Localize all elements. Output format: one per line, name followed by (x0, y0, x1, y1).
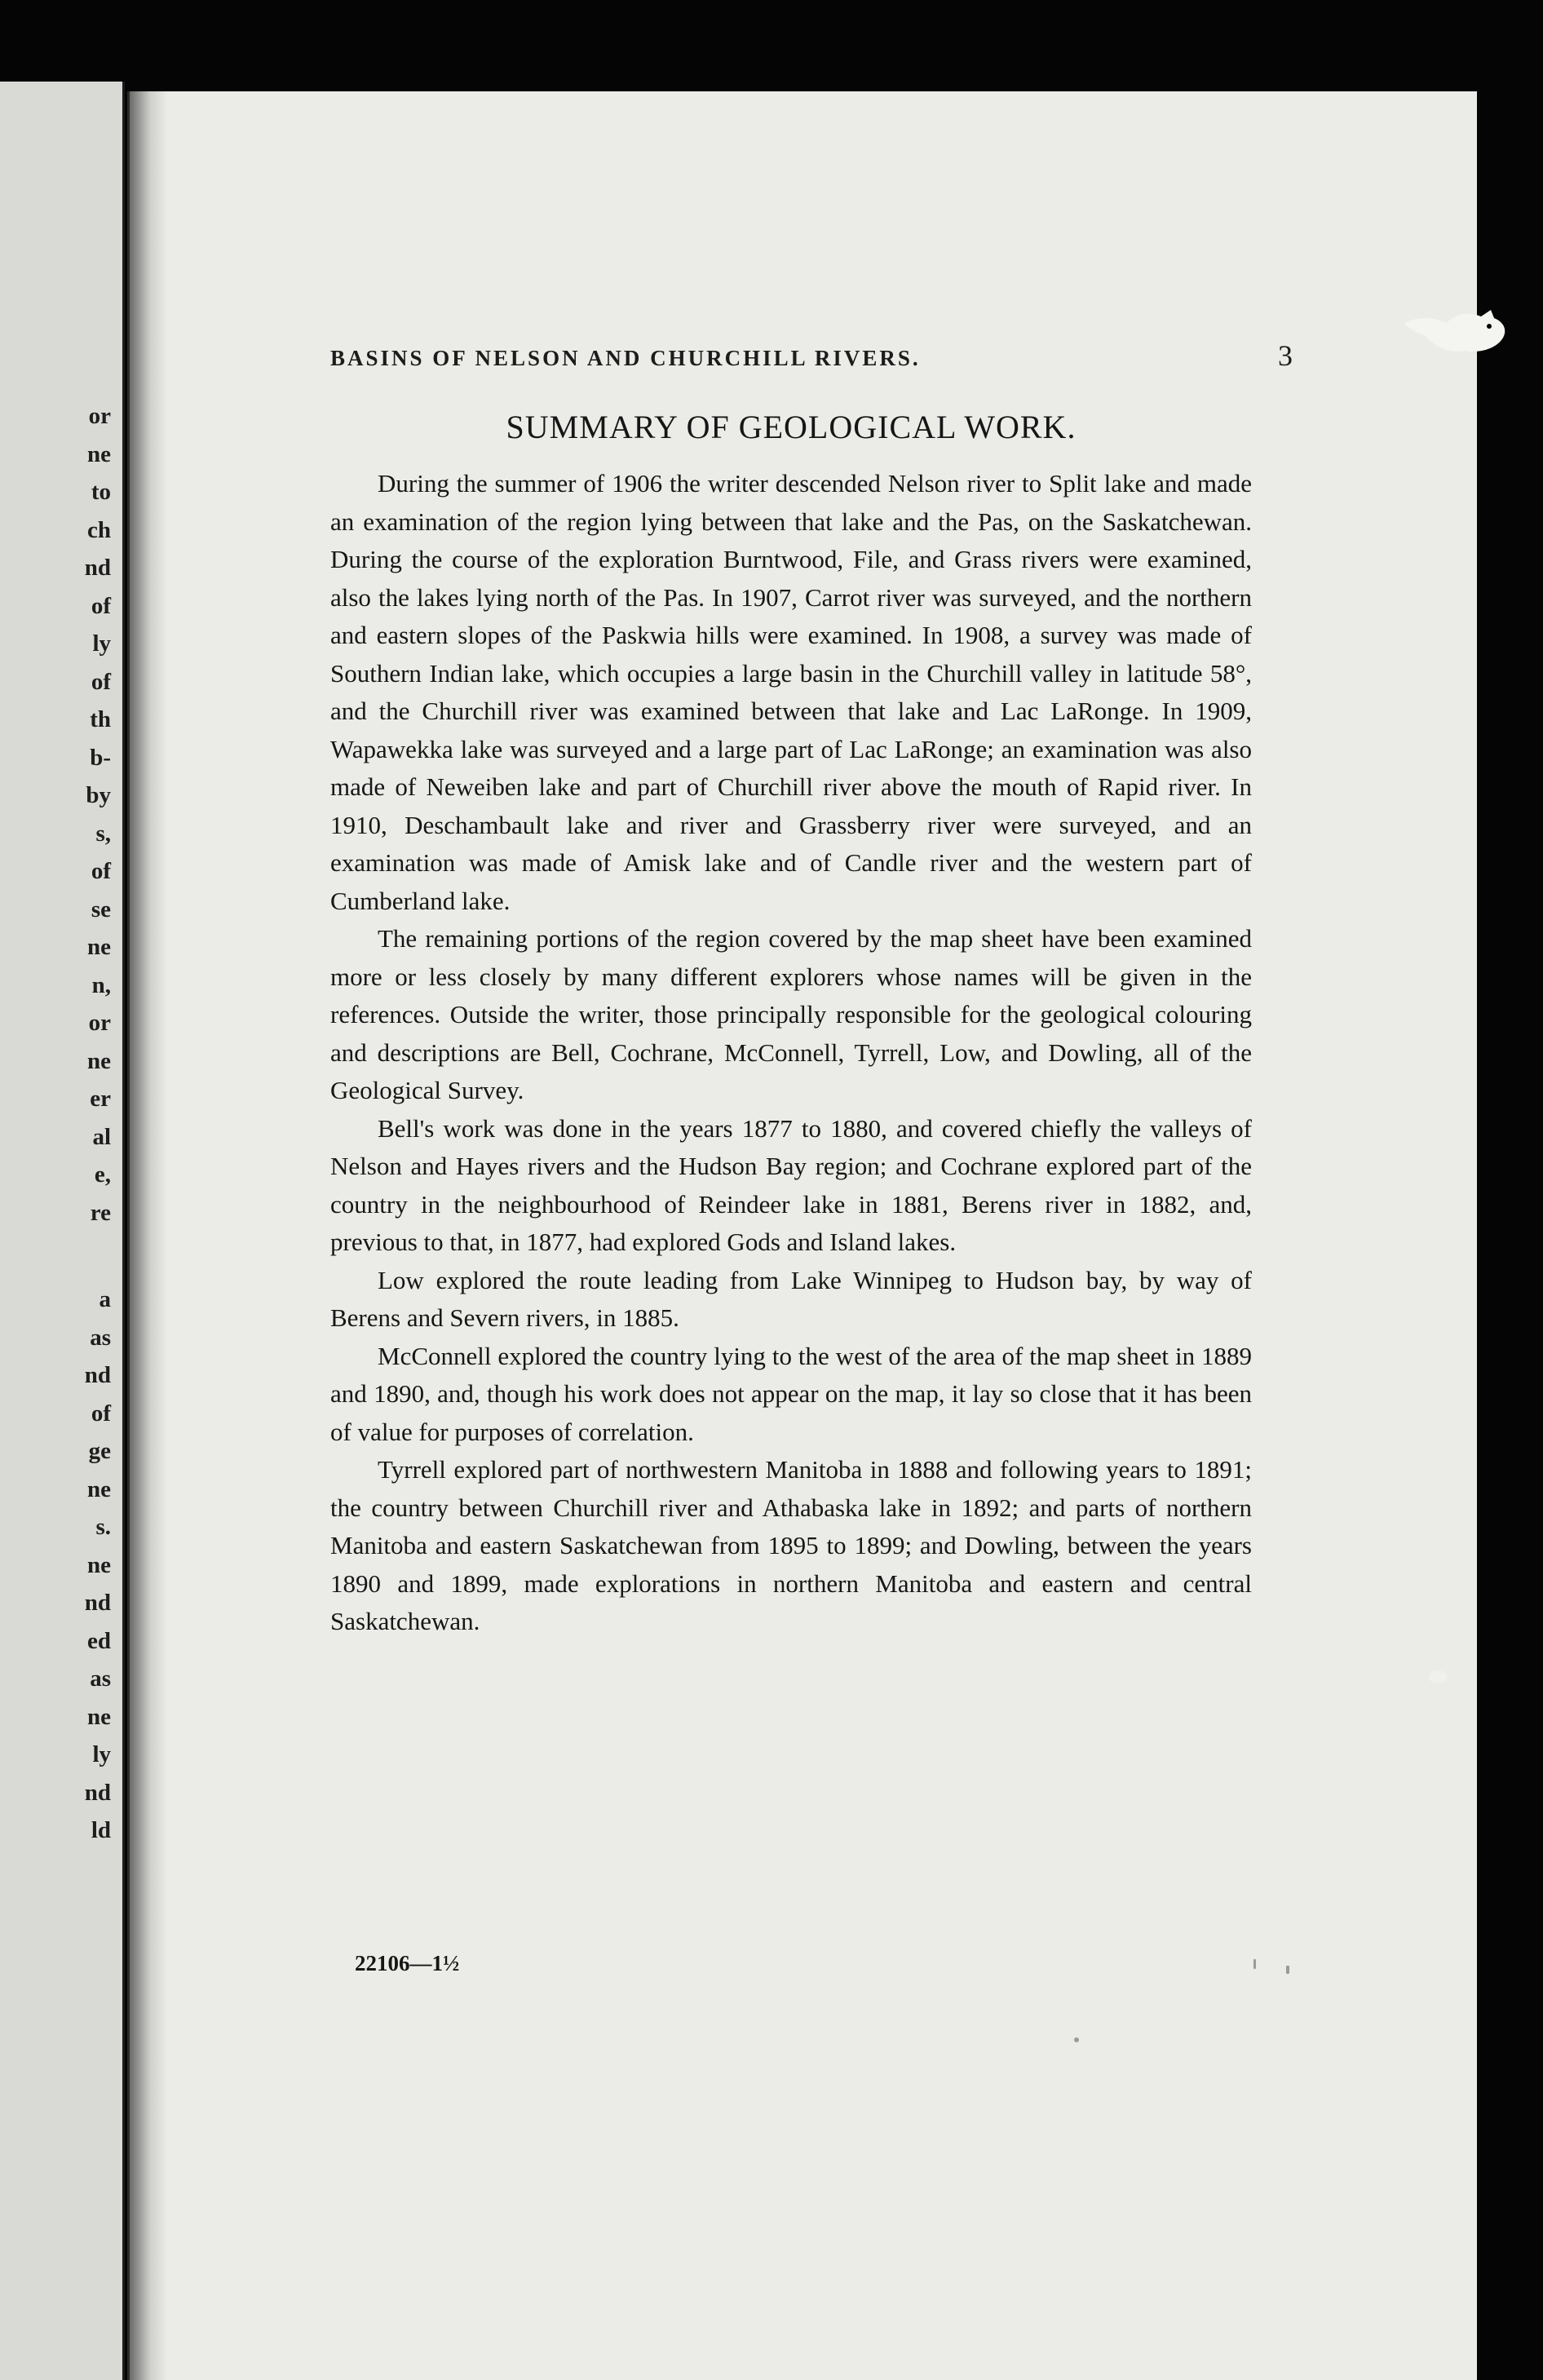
facing-page-fragment: ne (87, 1703, 111, 1730)
paragraph: The remaining portions of the region covered by the map sheet have been examined more or less closely by many different explorers whose names will be given in the references. Outside the writer, those principally responsible for the geological colouring and descriptions are Bell, Cochrane, McConnell, Tyrrell, Low, and Dowling, all of the Geological Survey. (330, 924, 1252, 1104)
facing-page-fragment: th (90, 706, 111, 732)
printer-signature-mark: 22106—1½ (355, 1951, 460, 1975)
page-number: 3 (1278, 339, 1293, 372)
running-header (330, 338, 1293, 373)
book-page (127, 91, 1477, 2380)
facing-page-fragment: ne (87, 440, 111, 467)
facing-page-fragment: ne (87, 1475, 111, 1502)
facing-page-fragment: nd (84, 1362, 111, 1388)
facing-page-fragment: s, (95, 820, 111, 847)
scan-artifact-dot (1429, 1670, 1447, 1683)
facing-page-fragment: ne (87, 934, 111, 960)
paragraph: Bell's work was done in the years 1877 to 1880, and covered chiefly the valleys of Nelson and Hayes rivers and the Hudson Bay region; and Cochrane explored part of the country in the neighbourhood of Reindeer lake in 1881, Berens river in 1882, and, previous to that, in 1877, had explored Gods and Island lakes. (330, 1113, 1252, 1256)
facing-page-fragment: or (88, 1010, 111, 1036)
facing-page-fragment: ly (92, 630, 111, 657)
facing-page-fragment: ly (92, 1741, 111, 1767)
facing-page-fragment: al (92, 1123, 111, 1150)
facing-page-fragment: as (90, 1324, 111, 1351)
facing-page-strip (0, 82, 125, 2380)
facing-page-fragment: to (91, 479, 111, 505)
facing-page-fragment: ld (91, 1817, 111, 1843)
paper-speck (1253, 1959, 1256, 1969)
facing-page-fragment: or (88, 403, 111, 429)
facing-page-fragment: e, (94, 1161, 111, 1188)
facing-page-fragment: ch (87, 516, 111, 543)
gutter-shadow (130, 91, 167, 2380)
facing-page-fragment: ge (88, 1438, 111, 1464)
facing-page-fragment: as (90, 1666, 111, 1692)
paragraph: McConnell explored the country lying to the west of the area of the map sheet in 1889 and 1890, and, though his work does not appear on the map, it lay so close that it has been of value for purposes of correlation. (330, 1341, 1252, 1446)
facing-page-fragment: of (91, 668, 111, 695)
facing-page-fragment: b- (90, 744, 111, 771)
body-text (330, 465, 1252, 1641)
paper-speck (1286, 1966, 1289, 1974)
facing-page-fragment: ne (87, 1047, 111, 1074)
paragraph: Tyrrell explored part of northwestern Manitoba in 1888 and following years to 1891; the country between Churchill river and Athabaska lake in 1892; and parts of northern Manitoba and eastern Saskatchewan from 1895 to 1899; and Dowling, between the years 1890 and 1899, made explorations in northern Manitoba and eastern and central Saskatchewan. (330, 1455, 1252, 1635)
facing-page-fragment: of (91, 1400, 111, 1427)
facing-page-fragment: a (99, 1286, 111, 1312)
paragraph: Low explored the route leading from Lake Winnipeg to Hudson bay, by way of Berens and Severn rivers, in 1885. (330, 1265, 1252, 1332)
facing-page-fragment: er (90, 1086, 111, 1112)
facing-page-fragment: re (90, 1199, 111, 1226)
scan-artifact-blob (1401, 305, 1515, 361)
facing-page-fragment: ne (87, 1551, 111, 1578)
facing-page-fragment: s. (95, 1514, 111, 1540)
facing-page-fragment: of (91, 858, 111, 884)
paragraph: During the summer of 1906 the writer descended Nelson river to Split lake and made an examination of the region lying between that lake and the Pas, on the Saskatchewan. During the course of the exploration Burntwood, File, and Grass rivers were examined, also the lakes lying north of the Pas. In 1907, Carrot river was surveyed, and the northern and eastern slopes of the Paskwia hills were examined. In 1908, a survey was made of Southern Indian lake, which occupies a large basin in the Churchill valley in latitude 58°, and the Churchill river was examined between that lake and Lac LaRonge. In 1909, Wapawekka lake was surveyed and a large part of Lac LaRonge; an examination was also made of Neweiben lake and part of Churchill river above the mouth of Rapid river. In 1910, Deschambault lake and river and Grassberry river were surveyed, and an examination was made of Amisk lake and of Candle river and the western part of Cumberland lake. (330, 469, 1252, 915)
section-title: SUMMARY OF GEOLOGICAL WORK. (506, 409, 1077, 445)
facing-page-fragment: n, (91, 971, 111, 998)
paper-speck (1074, 2037, 1079, 2042)
facing-page-fragment: nd (84, 1779, 111, 1806)
facing-page-fragment: nd (84, 555, 111, 581)
facing-page-fragment: of (91, 592, 111, 619)
facing-page-fragment: ed (87, 1627, 111, 1654)
facing-page-fragment: by (86, 782, 111, 808)
facing-page-fragment: se (91, 896, 111, 922)
facing-page-fragment: nd (84, 1590, 111, 1616)
running-title: BASINS OF NELSON AND CHURCHILL RIVERS. (330, 346, 921, 370)
